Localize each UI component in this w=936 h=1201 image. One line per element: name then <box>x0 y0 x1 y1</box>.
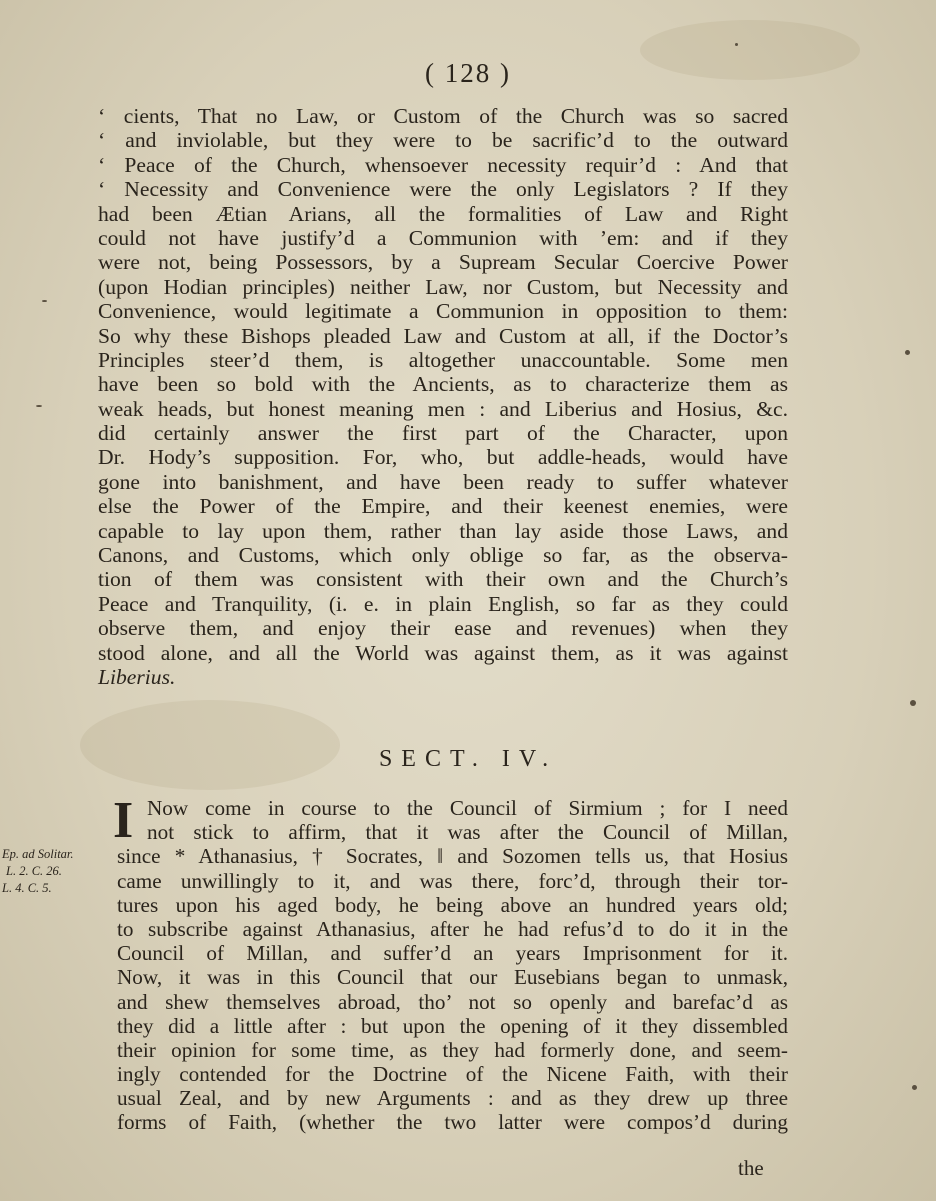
margin-note: L. 4. C. 5. <box>2 881 52 895</box>
text-line: Council of Millan, and suffer’d an years Imprisonment for it. <box>117 941 788 966</box>
text-line: have been so bold with the Ancients, as to characterize them as <box>98 372 788 397</box>
text-line: Convenience, would legitimate a Communion in opposition to them: <box>98 299 788 324</box>
text-line: and shew themselves abroad, tho’ not so openly and barefac’d as <box>117 989 788 1014</box>
text-line: capable to lay upon them, rather than lay aside those Laws, and <box>98 518 788 543</box>
text-line: Principles steer’d them, is altogether unaccountable. Some men <box>98 347 788 372</box>
text-line: could not have justify’d a Communion with ’em: and if they <box>98 225 788 250</box>
text-line: had been Ætian Arians, all the formalities of Law and Right <box>98 201 788 226</box>
text-line: else the Power of the Empire, and their keenest enemies, were <box>98 494 788 519</box>
text-line: came unwillingly to it, and was there, forc’d, through their tor- <box>117 868 788 893</box>
text-line: Liberius. <box>98 664 176 689</box>
margin-note: Ep. ad Solitar. <box>2 847 74 861</box>
text-line: they did a little after : but upon the opening of it they dissembled <box>117 1013 788 1038</box>
paper-speck <box>36 405 42 407</box>
page-number: ( 128 ) <box>425 58 511 88</box>
text-line: forms of Faith, (whether the two latter were compos’d during <box>117 1110 788 1135</box>
section-text <box>117 796 788 1135</box>
text-line: ‘ cients, That no Law, or Custom of the Church was so sacred <box>98 104 788 128</box>
paper-speck <box>910 700 916 706</box>
text-line: Now come in course to the Council of Sirmium ; for I need <box>147 796 788 820</box>
margin-notes <box>2 846 114 897</box>
text-line: stood alone, and all the World was against them, as it was against <box>98 640 788 665</box>
section-heading: SECT. IV. <box>378 746 558 772</box>
text-line: Dr. Hody’s supposition. For, who, but addle-heads, would have <box>98 445 788 470</box>
text-line: tures upon his aged body, he being above an hundred years old; <box>117 892 788 917</box>
paper-speck <box>735 43 738 46</box>
text-line: ingly contended for the Doctrine of the Nicene Faith, with their <box>117 1062 788 1087</box>
text-line: did certainly answer the first part of the Character, upon <box>98 421 788 446</box>
text-line: to subscribe against Athanasius, after he had refus’d to do it in the <box>117 916 788 941</box>
text-line: observe them, and enjoy their ease and revenues) when they <box>98 616 788 641</box>
text-line: usual Zeal, and by new Arguments : and as they drew up three <box>117 1086 788 1111</box>
text-line: ‘ Peace of the Church, whensoever necessity requir’d : And that <box>98 152 788 177</box>
margin-note: L. 2. C. 26. <box>6 864 62 878</box>
catchword: the <box>738 1156 764 1180</box>
text-line: tion of them was consistent with their own and the Church’s <box>98 567 788 592</box>
drop-cap: I <box>113 792 134 849</box>
text-line: weak heads, but honest meaning men : and Liberius and Hosius, &c. <box>98 396 788 421</box>
text-line: So why these Bishops pleaded Law and Custom at all, if the Doctor’s <box>98 323 788 348</box>
text-line: gone into banishment, and have been ready to suffer whatever <box>98 469 788 494</box>
text-line: ‘ and inviolable, but they were to be sacrific’d to the outward <box>98 128 788 153</box>
paper-speck <box>905 350 910 355</box>
text-line: their opinion for some time, as they had formerly done, and seem- <box>117 1037 788 1062</box>
paper-speck <box>912 1085 917 1090</box>
text-line: Peace and Tranquility, (i. e. in plain English, so far as they could <box>98 591 788 616</box>
text-line: not stick to affirm, that it was after the Council of Millan, <box>147 820 788 845</box>
text-line: (upon Hodian principles) neither Law, nor Custom, but Necessity and <box>98 274 788 299</box>
body-text <box>98 104 788 689</box>
text-line: were not, being Possessors, by a Supream Secular Coercive Power <box>98 250 788 275</box>
text-line: ‘ Necessity and Convenience were the only Legislators ? If they <box>98 177 788 202</box>
text-line: since * Athanasius, † Socrates, ‖ and Sozomen tells us, that Hosius <box>117 844 788 869</box>
text-line: Now, it was in this Council that our Eusebians began to unmask, <box>117 965 788 990</box>
text-line: Canons, and Customs, which only oblige so far, as the observa- <box>98 543 788 568</box>
paper-stain <box>80 700 340 790</box>
paper-speck <box>42 300 47 302</box>
